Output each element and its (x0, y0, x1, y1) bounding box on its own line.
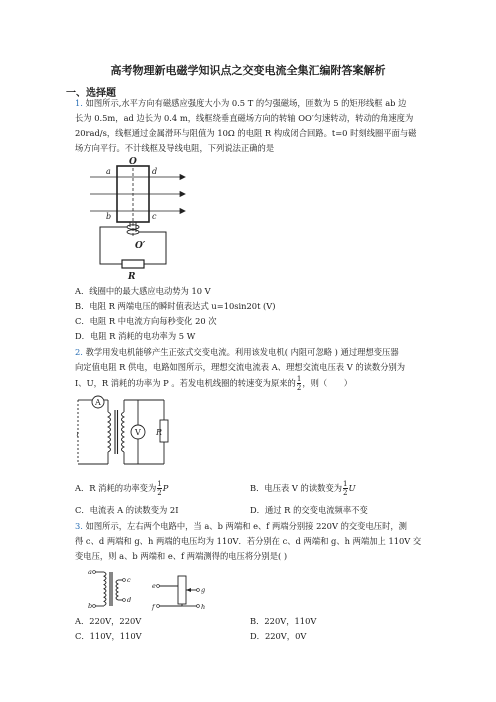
svg-text:c: c (127, 576, 131, 584)
q2-option-b[interactable]: B．电压表 V 的读数变为 $\frac{1}{2}$ U (250, 480, 356, 497)
q3-option-d[interactable]: D．220V，0V (250, 631, 307, 641)
svg-text:e: e (152, 582, 156, 590)
q1-number: 1. (75, 98, 83, 108)
q1-option-a[interactable]: A．线圈中的最大感应电动势为 10 V (75, 286, 211, 296)
q3-line-1: 3. 如图所示，左右两个电路中，当 a、b 两端和 e、f 两端分别接 220V 的交变电压时，测 (75, 521, 407, 531)
q3-option-b[interactable]: B．220V，110V (250, 616, 317, 626)
q3-option-a[interactable]: A．220V，220V (75, 616, 142, 626)
q2-figure-transformer-circuit (74, 394, 178, 472)
svg-text:O′: O′ (135, 241, 146, 251)
q3-number: 3. (75, 521, 83, 531)
q1-line-1: 1. 如图所示,水平方向有磁感应强度大小为 0.5 T 的匀强磁场，匝数为 5 的矩形线框 ab 边 (75, 98, 407, 108)
q2-line-2: 向定值电阻 R 供电，电路如图所示，理想交流电流表 A、理想交流电压表 V 的读数分别为 (75, 362, 406, 372)
svg-text:~: ~ (73, 431, 82, 438)
q2-option-c[interactable]: C．电流表 A 的读数变为 2I (75, 505, 179, 515)
q1-line-4: 场方向平行。不计线框及导线电阻，下列说法正确的是 (75, 143, 275, 153)
svg-text:R: R (128, 272, 136, 282)
document-title: 高考物理新电磁学知识点之交变电流全集汇编附答案解析 (110, 64, 386, 77)
q2-fraction-half: $\frac{1}{2}$ (296, 375, 302, 392)
svg-text:c: c (152, 212, 157, 221)
svg-text:a: a (106, 167, 111, 176)
q3-line-3: 变电压，则 a、b 两端和 e、f 两端测得的电压将分别是( ) (75, 551, 288, 561)
q1-line-2: 长为 0.5m，ad 边长为 0.4 m，线框绕垂直磁场方向的转轴 OO′匀速转动，转动的角速度为 (75, 113, 414, 123)
q2-number: 2. (75, 347, 83, 357)
q2-option-a[interactable]: A．R 消耗的功率变为 $\frac{1}{2}$ P (75, 480, 169, 497)
svg-text:V: V (135, 428, 141, 437)
q2-line-3: I、U，R 消耗的功率为 P 。若发电机线圈的转速变为原来的 $\frac{1}{2}$ ，则（ ） (75, 375, 353, 392)
svg-text:d: d (152, 167, 158, 176)
q3-figure-two-circuits (88, 566, 212, 612)
q2-option-d[interactable]: D．通过 R 的交变电流频率不变 (250, 505, 368, 515)
q2-option-a-fraction: $\frac{1}{2}$ (157, 480, 162, 497)
svg-text:d: d (127, 596, 132, 604)
section-heading: 一、选择题 (66, 88, 116, 99)
q1-option-c[interactable]: C．电阻 R 中电流方向每秒变化 20 次 (75, 316, 217, 326)
q2-line-1: 2. 教学用发电机能够产生正弦式交变电流。利用该发电机( 内阻可忽略 ) 通过理想变压器 (75, 347, 399, 357)
svg-text:b: b (106, 212, 112, 221)
q3-line-2: 得 c、d 两端和 g、h 两端的电压均为 110V．若分别在 c、d 两端和 g、h 两端加上 110V 交 (75, 536, 422, 546)
svg-text:a: a (88, 568, 92, 576)
svg-text:R: R (156, 428, 163, 437)
svg-text:g: g (201, 586, 206, 594)
q2-option-b-fraction: $\frac{1}{2}$ (343, 480, 348, 497)
q1-option-d[interactable]: D．电阻 R 消耗的电功率为 5 W (75, 331, 196, 341)
svg-text:O: O (129, 157, 137, 167)
q1-figure-rotating-coil (84, 158, 194, 284)
q3-option-c[interactable]: C．110V，110V (75, 631, 142, 641)
q1-option-b[interactable]: B．电阻 R 两端电压的瞬时值表达式 u=10sin20t (V) (75, 301, 276, 311)
q1-line-3: 20rad/s，线框通过金属滑环与阻值为 10Ω 的电阻 R 构成闭合回路。t=0 时刻线圈平面与磁 (75, 128, 417, 138)
svg-text:h: h (201, 603, 206, 611)
svg-text:f: f (152, 603, 155, 611)
svg-text:A: A (95, 398, 101, 407)
svg-text:b: b (88, 602, 93, 610)
